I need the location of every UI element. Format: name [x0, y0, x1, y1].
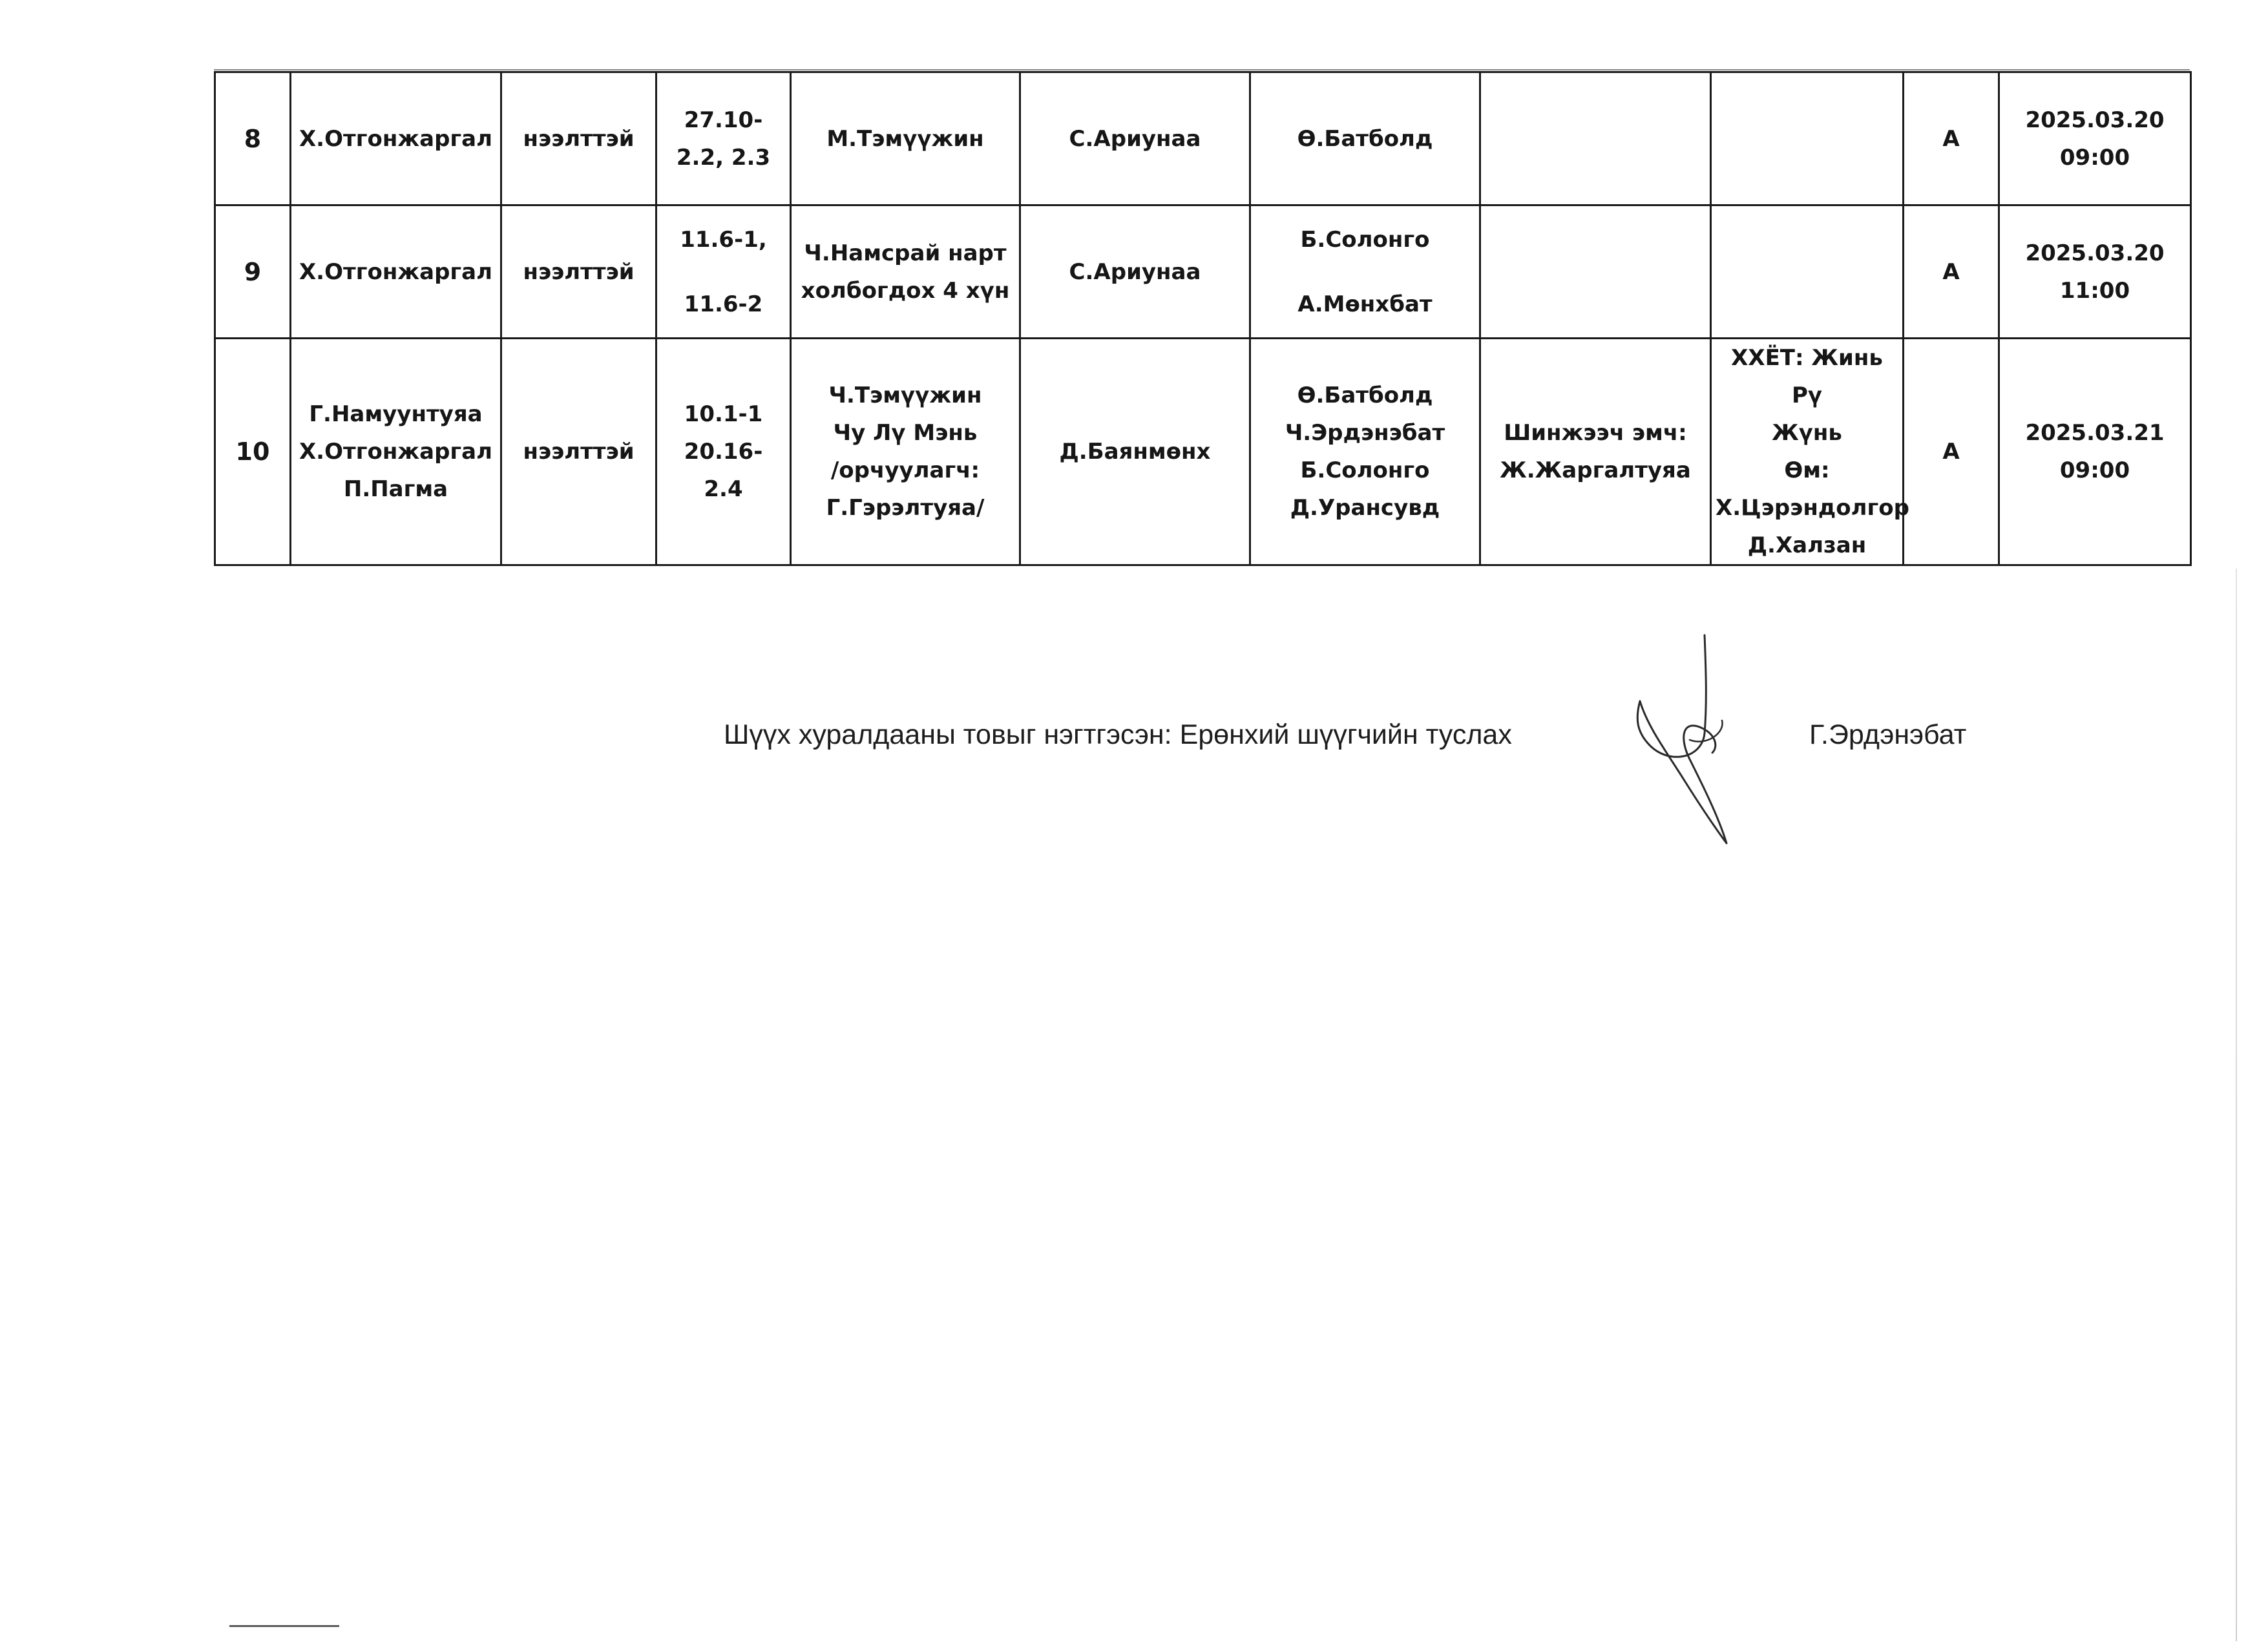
other-participants-cell	[1711, 205, 1904, 339]
judge-name: Х.Отгонжаргал	[299, 125, 493, 152]
judges-cell	[291, 339, 501, 565]
prosecutor-cell	[1020, 72, 1250, 205]
case-number: 10	[215, 339, 291, 565]
hearing-schedule-table	[214, 71, 2192, 566]
lawyer-name: Ч.Эрдэнэбат	[1285, 420, 1445, 446]
judges-cell	[291, 205, 501, 339]
prosecutor-cell	[1020, 205, 1250, 339]
judge-name: П.Пагма	[343, 476, 448, 502]
prosecutor-name: С.Ариунаа	[1069, 125, 1201, 152]
judge-name: Х.Отгонжаргал	[299, 258, 493, 285]
case-number: 8	[215, 72, 291, 205]
hearing-time: 09:00	[2059, 457, 2130, 483]
defendant-line: холбогдох 4 хүн	[801, 277, 1010, 304]
room-cell: А	[1904, 72, 1999, 205]
datetime-cell	[1999, 72, 2191, 205]
article-line: 2.2, 2.3	[676, 144, 771, 171]
hearing-date: 2025.03.21	[2025, 420, 2165, 446]
article-cell	[656, 205, 791, 339]
article-line: 10.1-1	[684, 401, 763, 427]
judge-name: Х.Отгонжаргал	[299, 439, 493, 465]
experts-cell	[1480, 339, 1711, 565]
defendant-cell	[791, 205, 1020, 339]
scan-mark	[229, 1625, 339, 1627]
participant-line: Жүнь	[1772, 420, 1842, 446]
lawyer-name: Ө.Батболд	[1297, 125, 1433, 152]
article-line: 20.16-	[684, 439, 763, 465]
participant-line: ХХЁТ: Жинь Рү	[1731, 345, 1883, 408]
article-line: 2.4	[704, 476, 743, 502]
other-participants-cell	[1711, 72, 1904, 205]
datetime-cell	[1999, 205, 2191, 339]
judges-cell	[291, 72, 501, 205]
prosecutor-cell	[1020, 339, 1250, 565]
compiled-by-label: Шүүх хуралдааны товыг нэгтгэсэн: Ерөнхий шүүгчийн туслах	[724, 719, 1512, 750]
experts-cell	[1480, 72, 1711, 205]
experts-cell	[1480, 205, 1711, 339]
defendant-line: Ч.Намсрай нарт	[804, 240, 1007, 266]
article-line: 27.10-	[684, 107, 763, 133]
participant-line: Д.Халзан	[1747, 532, 1867, 558]
status-cell: нээлттэй	[501, 339, 656, 565]
judge-name: Г.Намуунтуяа	[309, 401, 483, 427]
case-number: 9	[215, 205, 291, 339]
lawyer-name: Ө.Батболд	[1297, 383, 1433, 408]
lawyer-name: Д.Урансувд	[1290, 495, 1440, 521]
table-row	[215, 72, 2191, 205]
status-cell: нээлттэй	[501, 72, 656, 205]
table-row	[215, 205, 2191, 339]
compiler-name: Г.Эрдэнэбат	[1809, 719, 1967, 750]
lawyer-name: А.Мөнхбат	[1297, 291, 1433, 317]
article-cell	[656, 72, 791, 205]
table-row	[215, 339, 2191, 565]
defendant-line: М.Тэмүүжин	[826, 125, 984, 152]
scan-edge	[2236, 569, 2237, 1641]
other-participants-cell	[1711, 339, 1909, 565]
defendant-line: /орчуулагч:	[830, 457, 980, 483]
room-cell: А	[1904, 339, 1999, 565]
room-cell: А	[1904, 205, 1999, 339]
defendant-line: Ч.Тэмүүжин	[828, 383, 982, 408]
participant-line: Х.Цэрэндолгор	[1716, 495, 1909, 521]
signature	[1628, 630, 1745, 850]
lawyer-name: Б.Солонго	[1300, 457, 1430, 483]
top-rule	[214, 69, 2190, 70]
prosecutor-name: Д.Баянмөнх	[1059, 439, 1211, 465]
lawyers-cell	[1250, 205, 1480, 339]
prosecutor-name: С.Ариунаа	[1069, 258, 1201, 285]
status-cell: нээлттэй	[501, 205, 656, 339]
article-cell	[656, 339, 791, 565]
datetime-cell	[1999, 339, 2191, 565]
participant-line: Өм:	[1784, 457, 1830, 483]
lawyer-name: Б.Солонго	[1300, 226, 1430, 253]
article-line: 11.6-2	[684, 291, 763, 317]
expert-line: Ж.Жаргалтуяа	[1500, 457, 1691, 483]
hearing-date: 2025.03.20	[2025, 240, 2165, 266]
defendant-line: Г.Гэрэлтуяа/	[826, 495, 985, 521]
hearing-time: 09:00	[2059, 144, 2130, 171]
lawyers-cell	[1250, 339, 1480, 565]
defendant-line: Чу Лү Мэнь	[833, 420, 978, 446]
expert-line: Шинжээч эмч:	[1504, 420, 1687, 446]
article-line: 11.6-1,	[680, 226, 767, 253]
hearing-time: 11:00	[2059, 277, 2130, 304]
defendant-cell	[791, 339, 1020, 565]
lawyers-cell	[1250, 72, 1480, 205]
hearing-date: 2025.03.20	[2025, 107, 2165, 133]
defendant-cell	[791, 72, 1020, 205]
